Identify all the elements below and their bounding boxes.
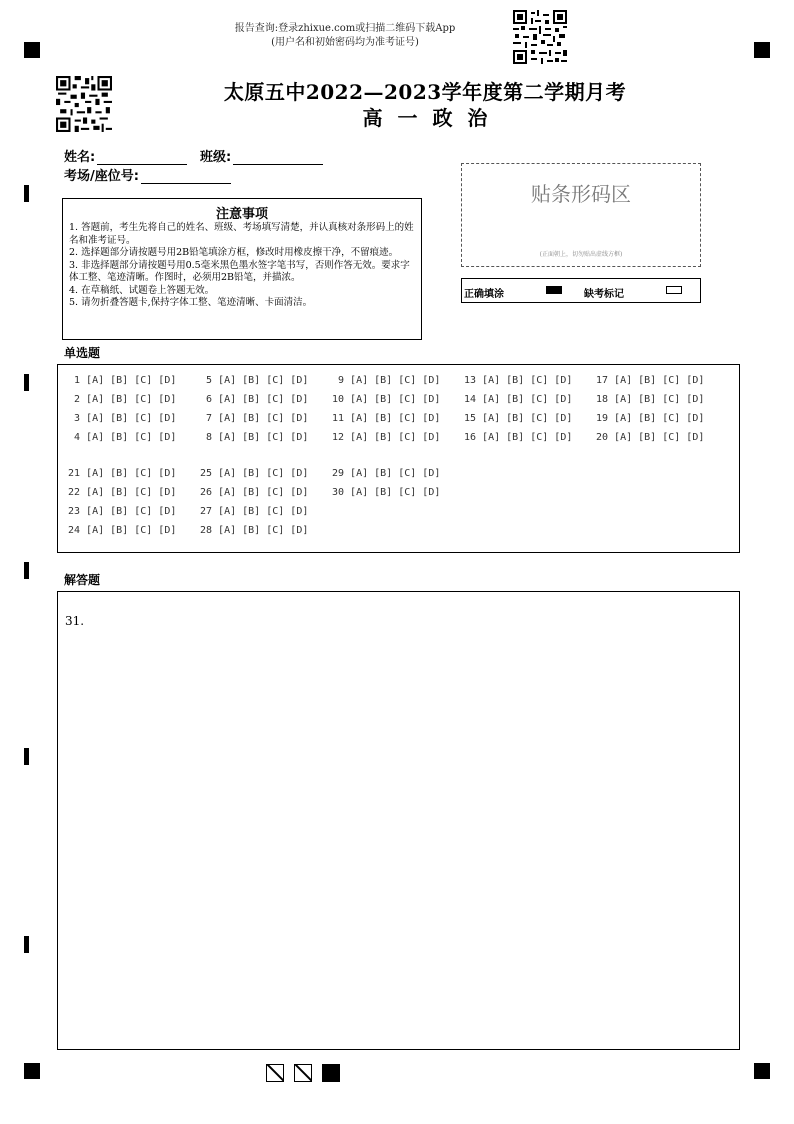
choice-question-8[interactable]: 8 [A] [B] [C] [D] <box>200 432 309 443</box>
seat-field[interactable] <box>64 165 231 184</box>
choice-question-3[interactable]: 3 [A] [B] [C] [D] <box>68 413 177 424</box>
report-query-note <box>200 22 490 50</box>
choice-question-28[interactable]: 28 [A] [B] [C] [D] <box>200 525 309 536</box>
notice-item: 4. 在草稿纸、试题卷上答题无效。 <box>69 284 215 296</box>
exam-subject: 高 一 政 治 <box>362 106 488 130</box>
choice-question-25[interactable]: 25 [A] [B] [C] [D] <box>200 468 309 479</box>
timing-mark <box>24 748 29 765</box>
page-mark-slash-icon <box>294 1064 312 1082</box>
choice-question-1[interactable]: 1 [A] [B] [C] [D] <box>68 375 177 386</box>
choice-question-21[interactable]: 21 [A] [B] [C] [D] <box>68 468 177 479</box>
choice-question-18[interactable]: 18 [A] [B] [C] [D] <box>596 394 705 405</box>
choice-question-24[interactable]: 24 [A] [B] [C] [D] <box>68 525 177 536</box>
choice-question-17[interactable]: 17 [A] [B] [C] [D] <box>596 375 705 386</box>
choice-question-29[interactable]: 29 [A] [B] [C] [D] <box>332 468 441 479</box>
choice-question-15[interactable]: 15 [A] [B] [C] [D] <box>464 413 573 424</box>
question-number: 31. <box>65 614 85 628</box>
choice-question-4[interactable]: 4 [A] [B] [C] [D] <box>68 432 177 443</box>
choice-question-9[interactable]: 9 [A] [B] [C] [D] <box>332 375 441 386</box>
seat-input-line[interactable] <box>141 169 231 184</box>
timing-mark <box>24 562 29 579</box>
barcode-hint: (正面朝上，切勿贴出虚线方框) <box>539 251 623 258</box>
exam-title: 太原五中2022—2023学年度第二学期月考 <box>223 80 627 104</box>
choice-question-6[interactable]: 6 [A] [B] [C] [D] <box>200 394 309 405</box>
choice-question-30[interactable]: 30 [A] [B] [C] [D] <box>332 487 441 498</box>
choice-question-27[interactable]: 27 [A] [B] [C] [D] <box>200 506 309 517</box>
notice-item: 3. 非选择题部分请按题号用0.5毫米黑色墨水签字笔书写，否则作答无效。要求字体工整、笔迹清晰。作图时，必须用2B铅笔，并描浓。 <box>69 259 410 283</box>
corner-mark-bottom-right <box>754 1063 770 1079</box>
page-mark-slash-icon <box>266 1064 284 1082</box>
answer-heading: 解答题 <box>64 573 101 587</box>
notice-title: 注意事项 <box>215 207 268 222</box>
choice-question-23[interactable]: 23 [A] [B] [C] [D] <box>68 506 177 517</box>
choice-question-7[interactable]: 7 [A] [B] [C] [D] <box>200 413 309 424</box>
correct-fill-label: 正确填涂 <box>464 289 504 300</box>
choice-question-16[interactable]: 16 [A] [B] [C] [D] <box>464 432 573 443</box>
notice-item: 1. 答题前，考生先将自己的姓名、班级、考场填写清楚，并认真核对条形码上的姓名和准考证号。 <box>69 222 414 246</box>
absent-mark-checkbox[interactable] <box>666 286 682 294</box>
notice-item: 2. 选择题部分请按题号用2B铅笔填涂方框，修改时用橡皮擦干净，不留痕迹。 <box>69 247 399 258</box>
single-choice-box <box>57 364 740 553</box>
choice-question-5[interactable]: 5 [A] [B] [C] [D] <box>200 375 309 386</box>
single-choice-heading: 单选题 <box>64 346 101 360</box>
name-field[interactable] <box>64 146 187 165</box>
corner-mark-top-left <box>24 42 40 58</box>
correct-fill-sample-icon <box>546 286 562 294</box>
report-query-line1: 报告查询:登录zhixue.com或扫描二维码下载App <box>234 23 456 34</box>
choice-question-26[interactable]: 26 [A] [B] [C] [D] <box>200 487 309 498</box>
notice-list <box>63 222 421 310</box>
corner-mark-bottom-left <box>24 1063 40 1079</box>
choice-question-22[interactable]: 22 [A] [B] [C] [D] <box>68 487 177 498</box>
student-qr-code-icon <box>56 76 112 132</box>
choice-question-11[interactable]: 11 [A] [B] [C] [D] <box>332 413 441 424</box>
timing-mark <box>24 936 29 953</box>
app-qr-code-icon[interactable] <box>513 10 567 64</box>
choice-question-20[interactable]: 20 [A] [B] [C] [D] <box>596 432 705 443</box>
corner-mark-top-right <box>754 42 770 58</box>
barcode-area <box>461 163 701 267</box>
timing-mark <box>24 374 29 391</box>
notice-item: 5. 请勿折叠答题卡,保持字体工整、笔迹清晰、卡面清洁。 <box>69 297 313 308</box>
absent-mark-label: 缺考标记 <box>584 289 624 300</box>
notice-box <box>62 198 422 340</box>
choice-question-10[interactable]: 10 [A] [B] [C] [D] <box>332 394 441 405</box>
seat-label: 考场/座位号: <box>64 169 139 184</box>
answer-area-31[interactable] <box>57 591 740 1050</box>
page-mark-solid <box>322 1064 340 1082</box>
name-label: 姓名: <box>64 150 96 165</box>
choice-question-19[interactable]: 19 [A] [B] [C] [D] <box>596 413 705 424</box>
choice-question-2[interactable]: 2 [A] [B] [C] [D] <box>68 394 177 405</box>
name-input-line[interactable] <box>97 150 187 165</box>
report-query-line2: (用户名和初始密码均为准考证号) <box>271 37 419 48</box>
barcode-label: 贴条形码区 <box>531 182 631 206</box>
class-field[interactable] <box>200 146 323 165</box>
choice-question-14[interactable]: 14 [A] [B] [C] [D] <box>464 394 573 405</box>
fill-legend <box>461 278 701 303</box>
class-input-line[interactable] <box>233 150 323 165</box>
class-label: 班级: <box>200 150 232 165</box>
timing-mark <box>24 185 29 202</box>
choice-question-12[interactable]: 12 [A] [B] [C] [D] <box>332 432 441 443</box>
choice-question-13[interactable]: 13 [A] [B] [C] [D] <box>464 375 573 386</box>
